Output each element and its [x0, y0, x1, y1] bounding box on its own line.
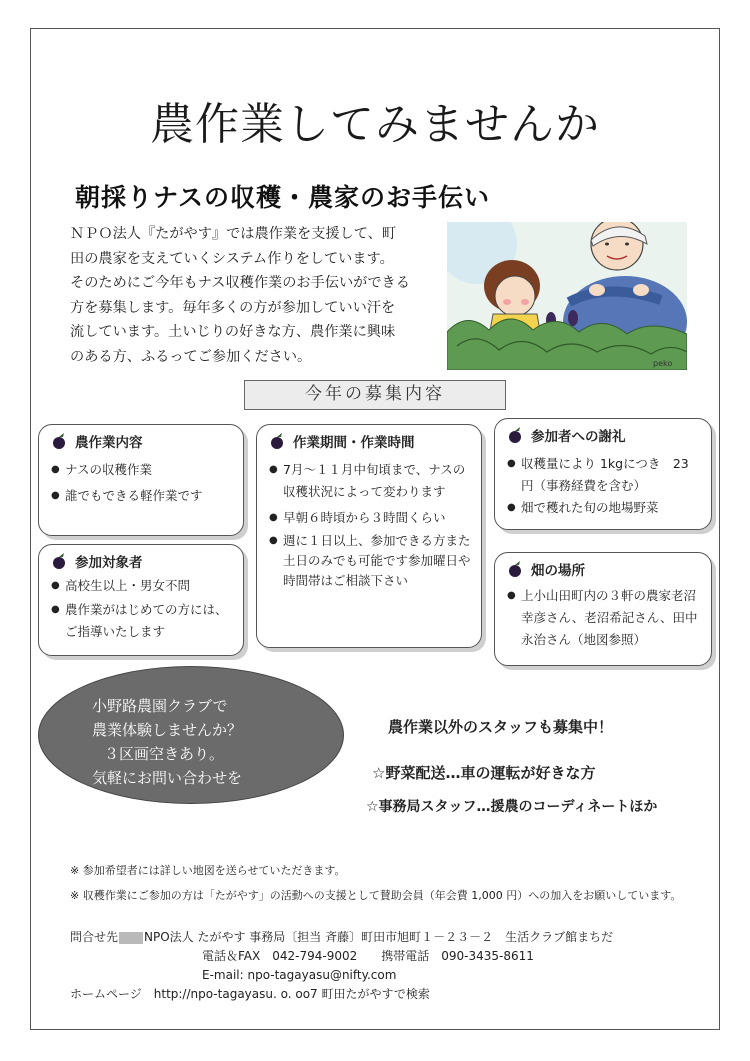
card-title: 参加対象者	[75, 555, 143, 571]
list-item: ● 7月～１１月中旬頃まで、ナスの収穫状況によって変わります	[269, 459, 471, 503]
list-item: ● 誰でもできる軽作業です	[51, 485, 235, 507]
intro-text	[70, 222, 445, 369]
note-membership: ※ 収穫作業にご参加の方は「たがやす」の活動への支援として賛助会員（年会費 1,000 円）への加入をお願いしています。	[70, 889, 682, 902]
intro-line: 方を募集します。毎年多くの方が参加していい汗を	[70, 299, 396, 316]
card-field-location	[494, 552, 712, 666]
eggplant-icon	[507, 426, 525, 444]
list-item: ● 収穫量により 1kgにつき 23 円（事務経費を含む）	[507, 453, 703, 497]
callout-line: 小野路農園クラブで	[92, 697, 228, 715]
list-item: ● 農作業がはじめての方には、ご指導いたします	[51, 599, 235, 643]
card-list	[507, 453, 703, 519]
card-list	[507, 585, 703, 651]
eggplant-icon	[507, 560, 525, 578]
redaction-mark	[119, 932, 143, 944]
illustration-signature: peko	[653, 359, 673, 368]
list-item: ● 上小山田町内の３軒の農家老沼幸彦さん、老沼希記さん、田中永治さん（地図参照）	[507, 585, 703, 651]
card-reward	[494, 418, 712, 530]
eggplant-icon	[269, 432, 287, 450]
intro-line: そのためにご今年もナス収穫作業のお手伝いができる	[70, 275, 410, 291]
callout-line: 気軽にお問い合わせを	[92, 769, 243, 787]
staff-item-delivery: ☆野菜配送…車の運転が好きな方	[372, 764, 596, 782]
intro-line: 流しています。土いじりの好きな方、農作業に興味	[70, 324, 396, 340]
contact-email: E-mail: npo-tagayasu@nifty.com	[202, 968, 397, 982]
list-item: ● ナスの収穫作業	[51, 459, 235, 481]
list-item: ● 高校生以上・男女不問	[51, 575, 235, 597]
card-heading	[51, 551, 143, 571]
list-item: ● 畑で穫れた旬の地場野菜	[507, 497, 703, 519]
intro-line: のある方、ふるってご参加ください。	[70, 348, 312, 365]
section-title: 今年の募集内容	[244, 380, 506, 410]
contact-phone: 電話＆FAX 042-794-9002 携帯電話 090-3435-8611	[202, 949, 534, 963]
farmers-harvesting-eggplant-illustration	[447, 222, 687, 370]
card-title: 作業期間・作業時間	[293, 435, 415, 451]
notes	[70, 858, 710, 906]
card-target	[38, 544, 244, 656]
list-item: ● 週に１日以上、参加できる方また土日のみでも可能です参加曜日や時間帯はご相談下さい	[269, 531, 471, 591]
page-title: 農作業してみませんか	[150, 99, 600, 150]
intro-line: ＮＰＯ法人『たがやす』では農作業を支援して、町	[70, 226, 397, 242]
card-title: 農作業内容	[75, 435, 143, 451]
contact-homepage: ホームページ http://npo-tagayasu. o. oo7 町田たがやすで検索	[70, 987, 430, 1001]
eggplant-icon	[51, 552, 69, 570]
note-map: ※ 参加希望者には詳しい地図を送らせていただきます。	[70, 864, 346, 877]
contact-info	[70, 928, 613, 1004]
card-heading	[269, 431, 415, 451]
contact-org-line	[70, 928, 613, 947]
page-subtitle: 朝採りナスの収穫・農家のお手伝い	[75, 183, 491, 212]
card-list	[51, 575, 235, 643]
card-heading	[51, 431, 143, 451]
card-list	[51, 459, 235, 507]
contact-org: NPO法人 たがやす 事務局〔担当 斉藤〕町田市旭町１－２３－２ 生活クラブ館まちだ	[144, 930, 614, 944]
eggplant-icon	[51, 432, 69, 450]
list-item: ● 早朝６時頃から３時間くらい	[269, 507, 471, 529]
staff-heading: 農作業以外のスタッフも募集中！	[388, 718, 614, 736]
card-work-period	[256, 424, 482, 648]
callout-line: 農業体験しませんか？	[92, 721, 243, 739]
callout-line: ３区画空きあり。	[104, 745, 225, 763]
card-title: 畑の場所	[531, 563, 585, 579]
farm-club-text	[92, 694, 242, 790]
card-heading	[507, 559, 585, 579]
card-heading	[507, 425, 626, 445]
contact-label: 問合せ先	[70, 930, 119, 944]
card-work-content	[38, 424, 244, 536]
card-list	[269, 459, 471, 591]
intro-line: 田の農家を支えていくシステム作りをしています。	[70, 250, 394, 267]
staff-item-office: ☆事務局スタッフ…援農のコーディネートほか	[366, 799, 658, 815]
card-title: 参加者への謝礼	[531, 429, 626, 445]
